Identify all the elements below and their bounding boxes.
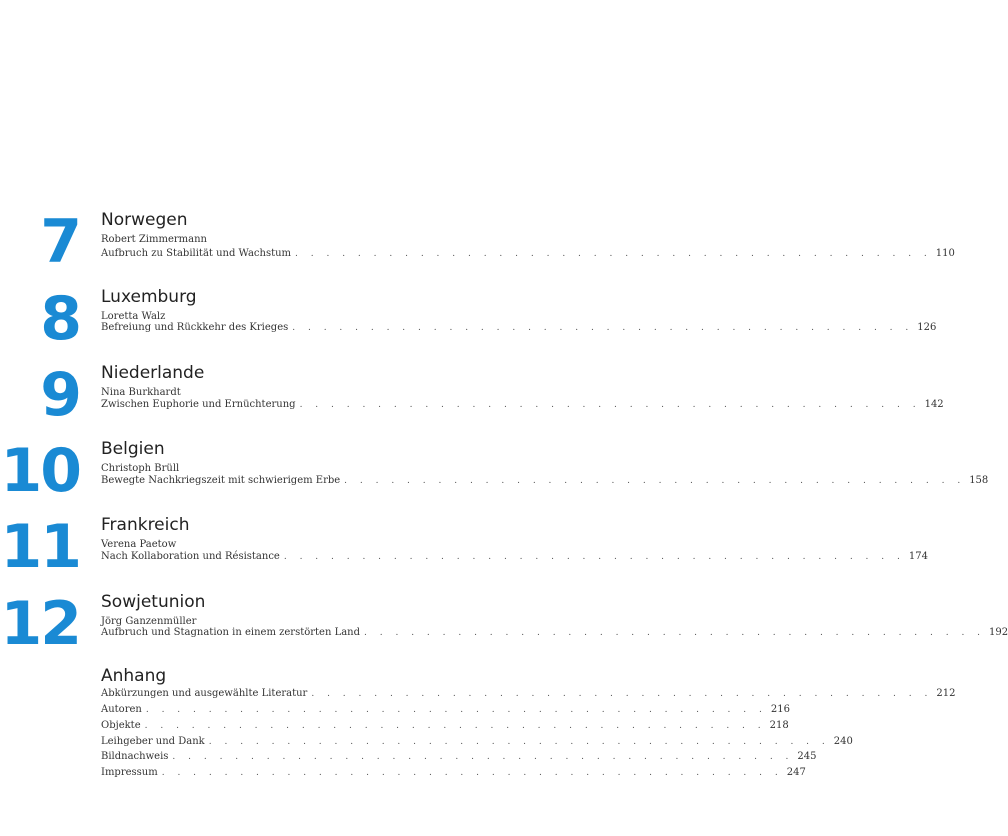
entry-label: Autoren	[101, 704, 142, 715]
chapter-title[interactable]: Luxemburg	[101, 287, 197, 307]
chapter-number: 7	[40, 207, 80, 277]
entry-label: Objekte	[101, 720, 141, 731]
chapter-title[interactable]: Niederlande	[101, 363, 205, 383]
entry-label: Aufbruch zu Stabilität und Wachstum	[101, 248, 292, 259]
entry-page: 245	[797, 751, 817, 762]
annex-entry[interactable]	[101, 735, 853, 749]
entry-label: Befreiung und Rückkehr des Krieges	[101, 322, 289, 333]
entry-label: Impressum	[101, 767, 158, 778]
annex-entry[interactable]	[101, 719, 789, 733]
chapter-10	[0, 436, 989, 511]
chapter-9	[0, 360, 944, 435]
chapter-entry[interactable]	[101, 474, 989, 488]
chapter-12	[0, 589, 1008, 664]
chapter-title[interactable]: Belgien	[101, 439, 165, 459]
annex-entry[interactable]	[101, 766, 806, 780]
dot-leader: . . . . . . . . . . . . . . . . . . . . . . . . . . . . . . . . . . . . . . . .	[292, 323, 914, 333]
chapter-entry[interactable]	[101, 247, 955, 261]
dot-leader: . . . . . . . . . . . . . . . . . . . . . . . . . . . . . . . . . . . . . . . .	[283, 552, 905, 562]
chapter-author: Verena Paetow	[101, 539, 177, 550]
entry-page: 174	[908, 551, 928, 562]
entry-label: Aufbruch und Stagnation in einem zerstörten Land	[101, 627, 361, 638]
entry-page: 212	[936, 688, 956, 699]
dot-leader: . . . . . . . . . . . . . . . . . . . . . . . . . . . . . . . . . . . . . . . .	[161, 768, 783, 778]
chapter-number: 11	[0, 512, 80, 582]
chapter-author: Loretta Walz	[101, 311, 166, 322]
chapter-11	[0, 512, 928, 587]
chapter-title[interactable]: Sowjetunion	[101, 592, 206, 612]
entry-label: Nach Kollaboration und Résistance	[101, 551, 280, 562]
entry-page: 192	[989, 627, 1008, 638]
chapter-author: Nina Burkhardt	[101, 387, 181, 398]
dot-leader: . . . . . . . . . . . . . . . . . . . . . . . . . . . . . . . . . . . . . . . .	[144, 721, 766, 731]
dot-leader: . . . . . . . . . . . . . . . . . . . . . . . . . . . . . . . . . . . . . . . .	[311, 689, 933, 699]
entry-page: 240	[833, 736, 853, 747]
entry-page: 218	[769, 720, 789, 731]
chapter-title[interactable]: Norwegen	[101, 210, 188, 230]
chapter-author: Jörg Ganzenmüller	[101, 616, 197, 627]
entry-page: 216	[770, 704, 790, 715]
annex-entry[interactable]	[101, 687, 956, 701]
chapter-title[interactable]: Frankreich	[101, 515, 190, 535]
entry-label: Bewegte Nachkriegszeit mit schwierigem Erbe	[101, 475, 341, 486]
entry-label: Leihgeber und Dank	[101, 736, 205, 747]
chapter-number: 8	[40, 284, 80, 354]
entry-page: 247	[786, 767, 806, 778]
annex-entry[interactable]	[101, 750, 817, 764]
chapter-entry[interactable]	[101, 321, 937, 335]
entry-page: 110	[935, 248, 955, 259]
entry-page: 142	[924, 399, 944, 410]
dot-leader: . . . . . . . . . . . . . . . . . . . . . . . . . . . . . . . . . . . . . . . .	[145, 705, 767, 715]
annex-title[interactable]: Anhang	[101, 666, 167, 686]
entry-label: Bildnachweis	[101, 751, 169, 762]
chapter-number: 10	[0, 436, 80, 506]
annex-entry[interactable]	[101, 703, 790, 717]
chapter-number: 9	[40, 360, 80, 430]
chapter-entry[interactable]	[101, 626, 1008, 640]
entry-page: 158	[969, 475, 989, 486]
entry-label: Abkürzungen und ausgewählte Literatur	[101, 688, 308, 699]
dot-leader: . . . . . . . . . . . . . . . . . . . . . . . . . . . . . . . . . . . . . . . .	[344, 476, 966, 486]
chapter-number: 12	[0, 589, 80, 659]
dot-leader: . . . . . . . . . . . . . . . . . . . . . . . . . . . . . . . . . . . . . . . .	[208, 737, 830, 747]
chapter-author: Robert Zimmermann	[101, 234, 207, 245]
chapter-8	[0, 284, 937, 359]
chapter-entry[interactable]	[101, 398, 944, 412]
entry-page: 126	[917, 322, 937, 333]
entry-label: Zwischen Euphorie und Ernüchterung	[101, 399, 296, 410]
chapter-author: Christoph Brüll	[101, 463, 180, 474]
chapter-entry[interactable]	[101, 550, 928, 564]
dot-leader: . . . . . . . . . . . . . . . . . . . . . . . . . . . . . . . . . . . . . . . .	[364, 628, 986, 638]
chapter-7	[0, 207, 955, 282]
dot-leader: . . . . . . . . . . . . . . . . . . . . . . . . . . . . . . . . . . . . . . . .	[172, 752, 794, 762]
dot-leader: . . . . . . . . . . . . . . . . . . . . . . . . . . . . . . . . . . . . . . . .	[299, 400, 921, 410]
dot-leader: . . . . . . . . . . . . . . . . . . . . . . . . . . . . . . . . . . . . . . . . .	[295, 249, 932, 259]
